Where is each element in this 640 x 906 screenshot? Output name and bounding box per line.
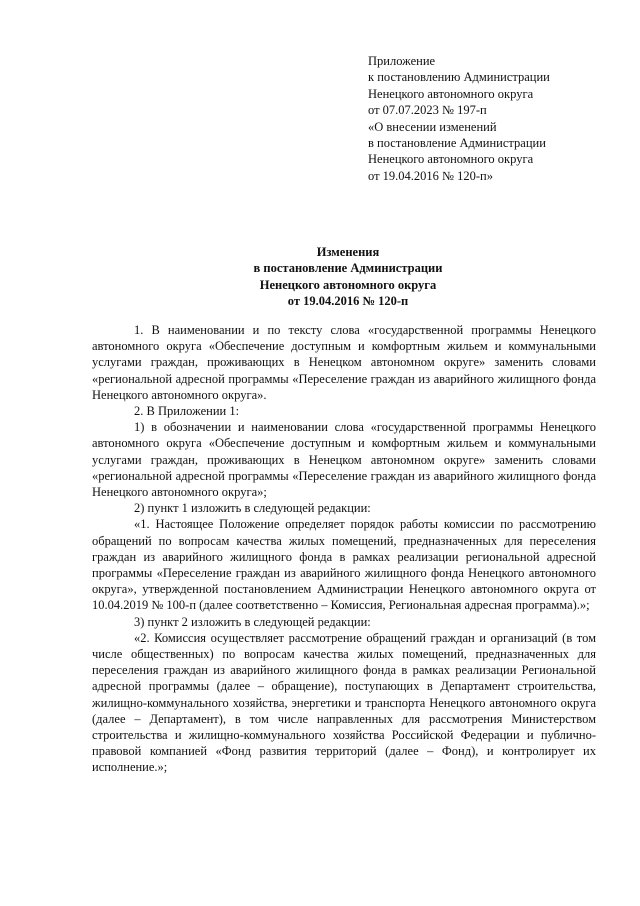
appendix-line: от 19.04.2016 № 120-п» (368, 168, 493, 183)
body-paragraph: 1. В наименовании и по тексту слова «государственной программы Ненецкого автономного округа «Обеспечение доступным и комфортным жильем и коммунальными услугами граждан, проживающих в Ненецком автономном округе» заменить словами «региональной адресной программы «Переселение граждан из аварийного жилищного фонда Ненецкого автономного округа». (92, 323, 596, 402)
appendix-line: от 07.07.2023 № 197-п (368, 103, 487, 118)
appendix-line: «О внесении изменений (368, 119, 497, 134)
title-line: в постановление Администрации (253, 261, 443, 276)
appendix-line: Ненецкого автономного округа (368, 86, 534, 101)
body-paragraph: 3) пункт 2 изложить в следующей редакции: (134, 614, 371, 629)
appendix-header (368, 53, 618, 184)
body-paragraph: «1. Настоящее Положение определяет порядок работы комиссии по рассмотрению обращений по вопросам качества жилых помещений, предназначенных для переселения граждан из аварийного жилищного фонда в рамках реализации региональной адресной программы «Переселение граждан из аварийного жилищного фонда Ненецкого автономного округа», утвержденной постановлением Администрации Ненецкого автономного округа от 10.04.2019 № 100-п (далее соответственно – Комиссия, Региональная адресная программа).»; (92, 517, 596, 613)
title-line: от 19.04.2016 № 120-п (287, 294, 409, 309)
appendix-line: в постановление Администрации (368, 136, 546, 151)
document-title (92, 244, 604, 310)
title-line: Изменения (316, 245, 380, 259)
title-line: Ненецкого автономного округа (259, 277, 437, 292)
appendix-line: Ненецкого автономного округа (368, 152, 534, 167)
body-paragraph: 2. В Приложении 1: (134, 404, 240, 419)
document-body (92, 322, 596, 776)
body-paragraph: 2) пункт 1 изложить в следующей редакции: (134, 501, 371, 516)
appendix-line: Приложение (368, 54, 436, 68)
appendix-line: к постановлению Администрации (368, 70, 550, 85)
body-paragraph: «2. Комиссия осуществляет рассмотрение обращений граждан и организаций (в том числе общественных) по вопросам качества жилых помещений, предназначенных для переселения граждан из аварийного жилищного фонда в рамках реализации Региональной адресной программы (далее – обращение), поступающих в Департамент строительства, жилищно-коммунального хозяйства, энергетики и транспорта Ненецкого автономного округа (далее – Департамент), в том числе направленных для рассмотрения Министерством строительства и жилищно-коммунального хозяйства Российской Федерации и публично-правовой компанией «Фонд развития территорий (далее – Фонд), и контролирует их исполнение.»; (92, 630, 596, 775)
body-paragraph: 1) в обозначении и наименовании слова «государственной программы Ненецкого автономного округа «Обеспечение доступным и комфортным жильем и коммунальными услугами граждан, проживающих в Ненецком автономном округе» заменить словами «региональной адресной программы «Переселение граждан из аварийного жилищного фонда Ненецкого автономного округа»; (92, 420, 596, 500)
